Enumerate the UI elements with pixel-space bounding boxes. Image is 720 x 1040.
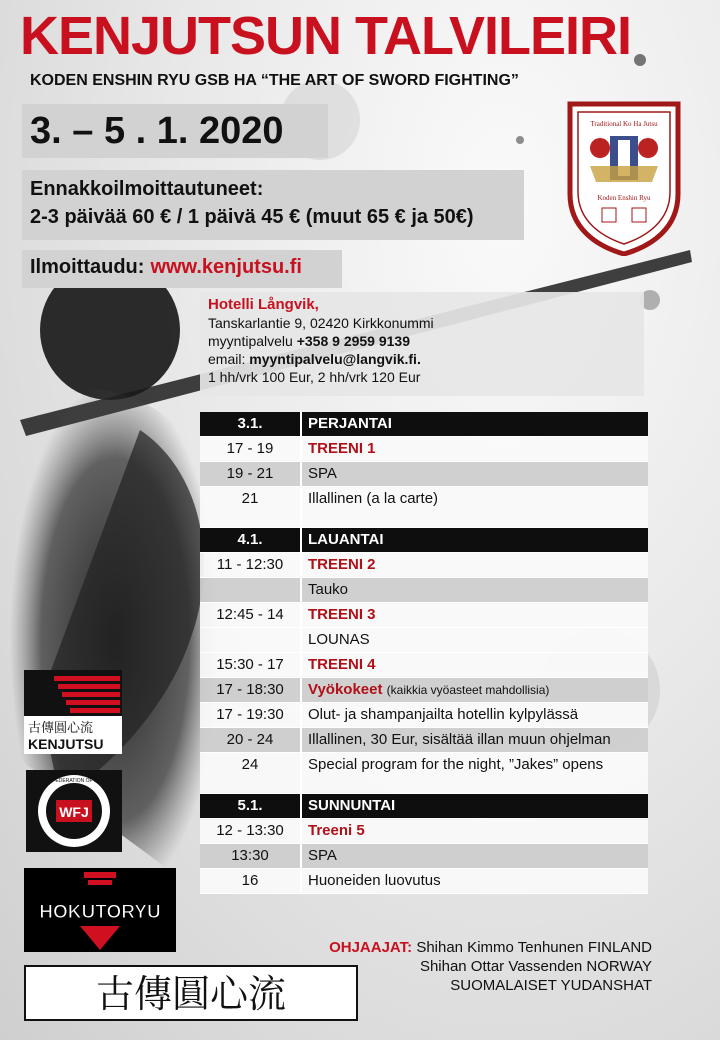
kenjutsu-logo — [24, 670, 122, 754]
table-row: 11 - 12:30 TREENI 2 — [200, 553, 648, 578]
table-row: Tauko — [200, 578, 648, 603]
svg-text:HOKUTORYU: HOKUTORYU — [39, 902, 161, 923]
price-heading: Ennakkoilmoittautuneet: — [30, 178, 264, 200]
instructors-label: OHJAAJAT: — [329, 939, 413, 956]
table-row: 21 Illallinen (a la carte) — [200, 487, 648, 528]
hotel-phone[interactable]: +358 9 2959 9139 — [296, 333, 410, 349]
day-header-friday: 3.1. PERJANTAI — [200, 412, 648, 437]
school-crest — [560, 96, 688, 256]
kanji-banner — [24, 965, 358, 1021]
hotel-email-label: email: — [208, 351, 246, 367]
svg-text:古傳圓心流: 古傳圓心流 — [28, 721, 94, 736]
instructors — [329, 938, 652, 995]
registration — [30, 256, 302, 279]
day-header-sunday: 5.1. SUNNUNTAI — [200, 794, 648, 819]
instructor-1: Shihan Kimmo Tenhunen FINLAND — [416, 939, 652, 956]
instructor-3: SUOMALAISET YUDANSHAT — [450, 977, 652, 994]
hotel-prices: 1 hh/vrk 100 Eur, 2 hh/vrk 120 Eur — [208, 369, 421, 385]
table-row: 17 - 18:30 Vyökokeet (kaikkia vyöasteet mahdollisia) — [200, 678, 648, 703]
table-row: 19 - 21 SPA — [200, 462, 648, 487]
registration-link[interactable]: www.kenjutsu.fi — [150, 256, 302, 278]
crest-top-text: Traditional Ko Ha Jutsu — [590, 120, 658, 128]
table-row: 17 - 19 TREENI 1 — [200, 437, 648, 462]
table-row: 20 - 24 Illallinen, 30 Eur, sisältää illan muun ohjelman — [200, 728, 648, 753]
day-header-saturday: 4.1. LAUANTAI — [200, 528, 648, 553]
crest-bottom-text: Koden Enshin Ryu — [597, 194, 651, 202]
event-dates: 3. – 5 . 1. 2020 — [30, 110, 284, 152]
hotel-name: Hotelli Långvik, — [208, 296, 319, 313]
svg-text:WORLD FEDERATION OF JU-JITSU: WORLD FEDERATION OF JU-JITSU — [32, 778, 116, 784]
subtitle: KODEN ENSHIN RYU GSB HA “THE ART OF SWORD FIGHTING” — [30, 72, 519, 89]
price-details: 2-3 päivää 60 € / 1 päivä 45 € (muut 65 € ja 50€) — [30, 206, 474, 228]
registration-label: Ilmoittaudu: — [30, 256, 145, 278]
hotel-email-line — [208, 350, 434, 368]
table-row: 12:45 - 14 TREENI 3 — [200, 603, 648, 628]
table-row: 16 Huoneiden luovutus — [200, 869, 648, 894]
hotel-phone-line — [208, 332, 434, 350]
hotel-sales-label: myyntipalvelu — [208, 333, 293, 349]
schedule-table — [200, 412, 648, 894]
wfj-logo — [26, 770, 122, 852]
page-title: KENJUTSUN TALVILEIRI — [20, 6, 632, 66]
hotel-info — [208, 296, 434, 386]
hotel-address: Tanskarlantie 9, 02420 Kirkkonummi — [208, 315, 434, 331]
instructor-2: Shihan Ottar Vassenden NORWAY — [419, 958, 652, 975]
hotel-email[interactable]: myyntipalvelu@langvik.fi. — [249, 351, 421, 367]
table-row: 24 Special program for the night, ”Jakes” opens — [200, 753, 648, 794]
svg-text:WFJ: WFJ — [59, 804, 89, 820]
table-row: 13:30 SPA — [200, 844, 648, 869]
table-row: 12 - 13:30 Treeni 5 — [200, 819, 648, 844]
svg-text:古傳圓心流: 古傳圓心流 — [95, 972, 287, 1016]
svg-text:KENJUTSU: KENJUTSU — [28, 736, 104, 752]
table-row: 17 - 19:30 Olut- ja shampanjailta hotellin kylpylässä — [200, 703, 648, 728]
hokutoryu-logo — [24, 868, 176, 952]
table-row: 15:30 - 17 TREENI 4 — [200, 653, 648, 678]
table-row: LOUNAS — [200, 628, 648, 653]
